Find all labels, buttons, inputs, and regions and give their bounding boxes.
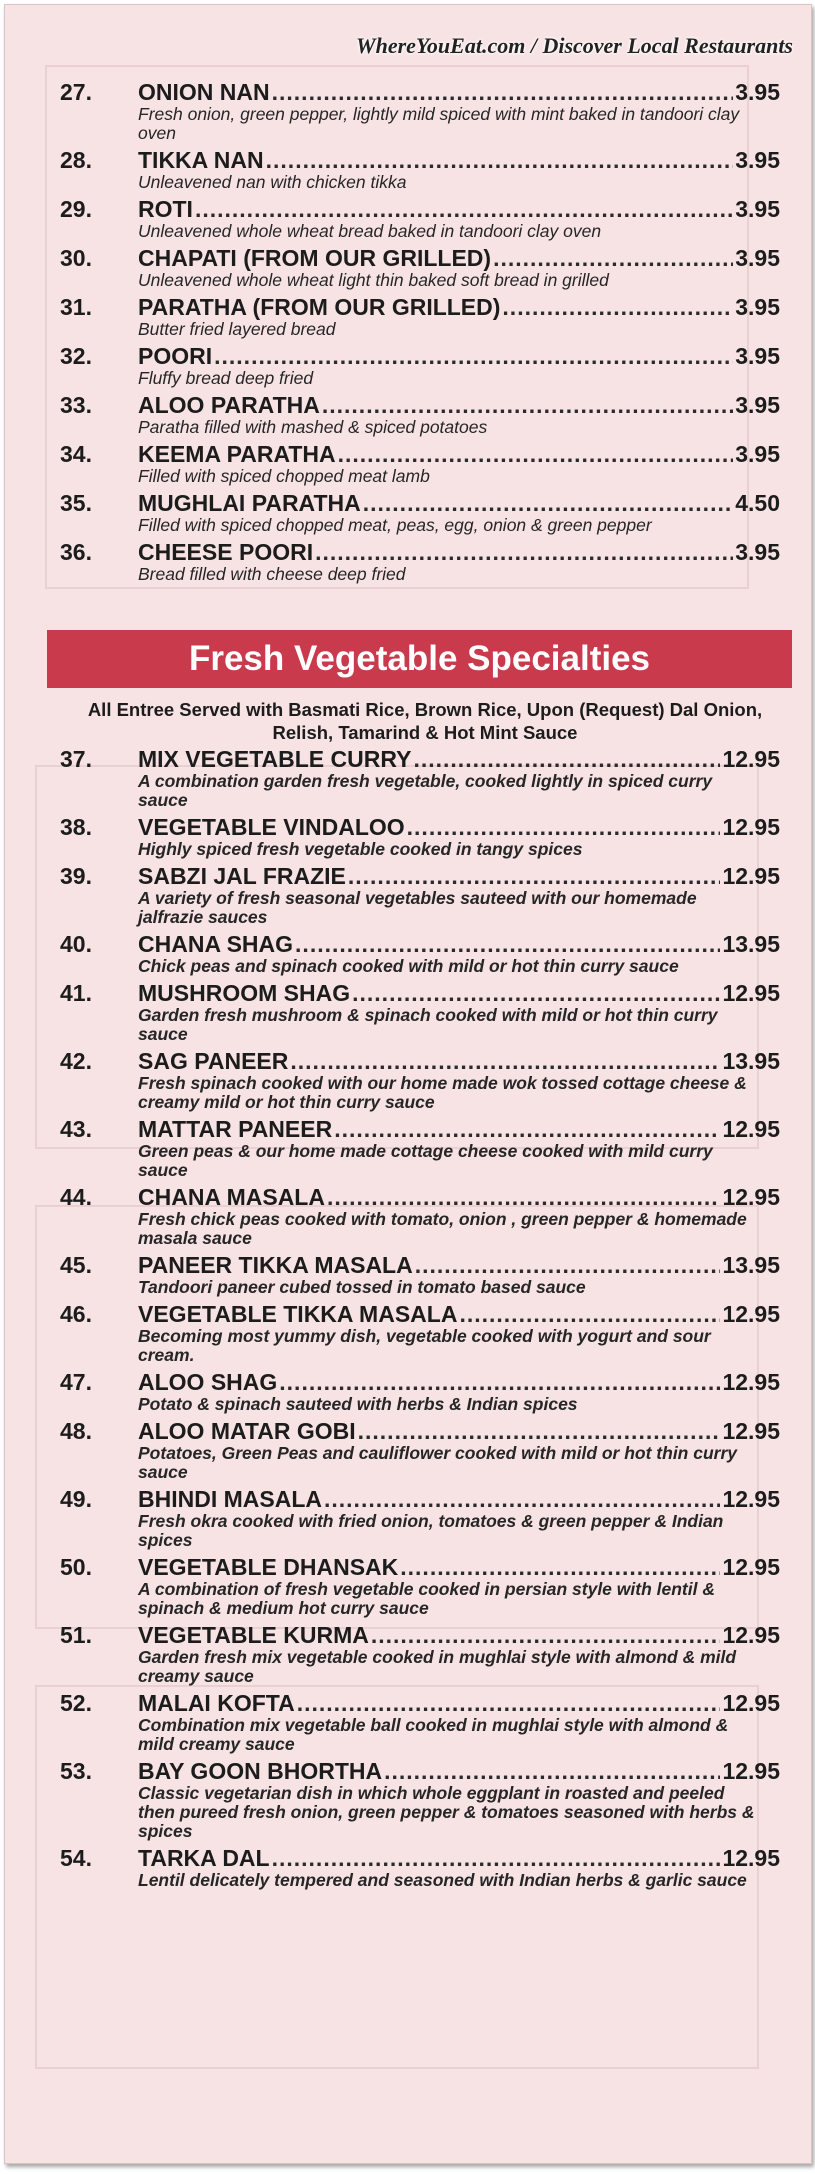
item-number: 33. [60,392,92,418]
dot-leader [371,1623,721,1648]
dot-leader [459,1302,720,1327]
item-number: 35. [60,490,92,516]
section-title: Fresh Vegetable Specialties [47,630,792,688]
item-name: SAG PANEER [138,1048,289,1074]
dot-leader [266,148,734,173]
item-number: 37. [60,746,92,772]
item-description: Tandoori paneer cubed tossed in tomato based sauce [138,1277,586,1297]
dot-leader [493,246,733,271]
item-name: MUGHLAI PARATHA [138,490,361,516]
item-number: 30. [60,245,92,271]
item-number: 48. [60,1418,92,1444]
menu-item [60,80,780,143]
item-description: Unleavened whole wheat light thin baked soft bread in grilled [138,270,609,290]
item-name: PANEER TIKKA MASALA [138,1252,413,1278]
item-description: Filled with spiced chopped meat, peas, egg, onion & green pepper [138,515,652,535]
menu-item [60,1759,780,1841]
item-number: 28. [60,147,92,173]
item-number: 43. [60,1116,92,1142]
menu-item [60,864,780,927]
menu-item [60,1691,780,1754]
item-number: 47. [60,1369,92,1395]
item-description: Unleavened nan with chicken tikka [138,172,407,192]
item-name: ONION NAN [138,79,270,105]
item-price: 4.50 [735,490,780,516]
item-name: ALOO SHAG [138,1369,278,1395]
item-number: 36. [60,539,92,565]
item-description: Bread filled with cheese deep fried [138,564,406,584]
item-name: ROTI [138,196,193,222]
menu-item [60,344,780,388]
item-number: 42. [60,1048,92,1074]
menu-item [60,246,780,290]
item-number: 38. [60,814,92,840]
menu-item [60,1185,780,1248]
dot-leader [338,442,734,467]
item-name: VEGETABLE DHANSAK [138,1554,399,1580]
item-name: TIKKA NAN [138,147,264,173]
site-watermark: WhereYouEat.com / Discover Local Restaurants [356,33,793,58]
dot-leader [315,540,733,565]
item-number: 32. [60,343,92,369]
dot-leader [413,747,720,772]
item-description: Fluffy bread deep fried [138,368,314,388]
item-description: Paratha filled with mashed & spiced potatoes [138,417,488,437]
item-name: BHINDI MASALA [138,1486,322,1512]
item-number: 46. [60,1301,92,1327]
dot-leader [279,1370,720,1395]
dot-leader [348,864,721,889]
item-description: Lentil delicately tempered and seasoned with Indian herbs & garlic sauce [138,1870,747,1890]
item-name: TARKA DAL [138,1845,270,1871]
dot-leader [324,1487,720,1512]
menu-item [60,1049,780,1112]
menu-item [60,540,780,584]
item-number: 45. [60,1252,92,1278]
item-price: 12.95 [722,980,780,1006]
bread-list [60,80,780,589]
item-price: 12.95 [722,1116,780,1142]
menu-item [60,932,780,976]
item-price: 3.95 [735,79,780,105]
item-number: 34. [60,441,92,467]
menu-item [60,815,780,859]
item-number: 44. [60,1184,92,1210]
item-price: 12.95 [722,814,780,840]
item-price: 12.95 [722,863,780,889]
menu-item [60,148,780,192]
menu-item [60,442,780,486]
item-name: MUSHROOM SHAG [138,980,351,1006]
item-name: MALAI KOFTA [138,1690,295,1716]
item-number: 40. [60,931,92,957]
dot-leader [358,1419,721,1444]
item-description: A variety of fresh seasonal vegetables sauteed with our homemade jalfrazie sauces [138,888,697,927]
item-number: 31. [60,294,92,320]
item-description: Unleavened whole wheat bread baked in tandoori clay oven [138,221,602,241]
dot-leader [295,932,720,957]
item-description: Garden fresh mushroom & spinach cooked with mild or hot thin curry sauce [138,1005,718,1044]
item-description: Potato & spinach sauteed with herbs & Indian spices [138,1394,578,1414]
item-name: ALOO MATAR GOBI [138,1418,356,1444]
item-name: VEGETABLE TIKKA MASALA [138,1301,458,1327]
dot-leader [415,1253,721,1278]
menu-item [60,1117,780,1180]
item-name: CHEESE POORI [138,539,314,565]
dot-leader [407,815,721,840]
menu-item [60,1370,780,1414]
menu-item [60,491,780,535]
item-description: Fresh okra cooked with fried onion, tomatoes & green pepper & Indian spices [138,1511,724,1550]
dot-leader [334,1117,720,1142]
dot-leader [502,295,733,320]
menu-item [60,1623,780,1686]
item-description: Classic vegetarian dish in which whole eggplant in roasted and peeled then pureed fresh onion, green pepper & tomatoes seasoned with herbs & spices [138,1783,755,1841]
item-description: A combination of fresh vegetable cooked in persian style with lentil & spinach & medium hot curry sauce [138,1579,715,1618]
item-description: Fresh spinach cooked with our home made wok tossed cottage cheese & creamy mild or hot thin curry sauce [138,1073,747,1112]
menu-item [60,197,780,241]
item-number: 51. [60,1622,92,1648]
menu-page [4,4,812,2164]
vegetable-list [60,747,780,1895]
item-name: CHAPATI (FROM OUR GRILLED) [138,245,492,271]
item-price: 12.95 [722,1301,780,1327]
section-note: All Entree Served with Basmati Rice, Brown Rice, Upon (Request) Dal Onion, Relish, Tamarind & Hot Mint Sauce [87,699,763,743]
item-price: 3.95 [735,343,780,369]
item-name: MATTAR PANEER [138,1116,333,1142]
dot-leader [400,1555,720,1580]
item-number: 27. [60,79,92,105]
item-name: POORI [138,343,213,369]
dot-leader [327,1185,720,1210]
item-description: Butter fried layered bread [138,319,336,339]
item-number: 41. [60,980,92,1006]
item-description: Potatoes, Green Peas and cauliflower cooked with mild or hot thin curry sauce [138,1443,738,1482]
dot-leader [297,1691,721,1716]
menu-item [60,1487,780,1550]
item-name: KEEMA PARATHA [138,441,336,467]
dot-leader [384,1759,720,1784]
dot-leader [195,197,733,222]
item-price: 12.95 [722,1369,780,1395]
item-price: 13.95 [722,931,780,957]
item-number: 29. [60,196,92,222]
item-name: PARATHA (FROM OUR GRILLED) [138,294,501,320]
item-name: MIX VEGETABLE CURRY [138,746,412,772]
item-price: 12.95 [722,1622,780,1648]
item-price: 3.95 [735,294,780,320]
item-price: 12.95 [722,1845,780,1871]
item-number: 53. [60,1758,92,1784]
item-name: CHANA SHAG [138,931,294,957]
menu-item [60,295,780,339]
item-price: 12.95 [722,1418,780,1444]
item-price: 3.95 [735,245,780,271]
item-name: VEGETABLE VINDALOO [138,814,405,840]
dot-leader [352,981,720,1006]
item-name: BAY GOON BHORTHA [138,1758,383,1784]
item-price: 12.95 [722,1554,780,1580]
menu-item [60,1419,780,1482]
item-price: 12.95 [722,1758,780,1784]
item-price: 3.95 [735,441,780,467]
menu-item [60,1302,780,1365]
item-price: 3.95 [735,392,780,418]
item-description: Green peas & our home made cottage cheese cooked with mild curry sauce [138,1141,713,1180]
item-price: 3.95 [735,147,780,173]
item-name: CHANA MASALA [138,1184,325,1210]
dot-leader [272,80,734,105]
item-number: 50. [60,1554,92,1580]
item-number: 54. [60,1845,92,1871]
item-price: 3.95 [735,539,780,565]
item-number: 39. [60,863,92,889]
item-description: Fresh chick peas cooked with tomato, onion , green pepper & homemade masala sauce [138,1209,747,1248]
item-description: Becoming most yummy dish, vegetable cooked with yogurt and sour cream. [138,1326,711,1365]
item-price: 3.95 [735,196,780,222]
menu-item [60,1846,780,1890]
item-description: Combination mix vegetable ball cooked in mughlai style with almond & mild creamy sauce [138,1715,729,1754]
item-description: Garden fresh mix vegetable cooked in mughlai style with almond & mild creamy sauce [138,1647,737,1686]
item-price: 12.95 [722,746,780,772]
item-price: 12.95 [722,1184,780,1210]
item-name: ALOO PARATHA [138,392,320,418]
item-price: 13.95 [722,1252,780,1278]
dot-leader [322,393,733,418]
item-price: 12.95 [722,1690,780,1716]
dot-leader [214,344,733,369]
item-description: Filled with spiced chopped meat lamb [138,466,430,486]
menu-item [60,393,780,437]
item-description: Chick peas and spinach cooked with mild or hot thin curry sauce [138,956,679,976]
item-name: VEGETABLE KURMA [138,1622,369,1648]
item-number: 49. [60,1486,92,1512]
item-price: 12.95 [722,1486,780,1512]
item-description: Fresh onion, green pepper, lightly mild spiced with mint baked in tandoori clay oven [138,104,740,143]
menu-item [60,981,780,1044]
item-number: 52. [60,1690,92,1716]
dot-leader [272,1846,721,1871]
dot-leader [363,491,734,516]
item-description: A combination garden fresh vegetable, cooked lightly in spiced curry sauce [138,771,713,810]
item-name: SABZI JAL FRAZIE [138,863,346,889]
dot-leader [290,1049,720,1074]
item-description: Highly spiced fresh vegetable cooked in tangy spices [138,839,583,859]
menu-item [60,1555,780,1618]
item-price: 13.95 [722,1048,780,1074]
menu-item [60,747,780,810]
menu-item [60,1253,780,1297]
